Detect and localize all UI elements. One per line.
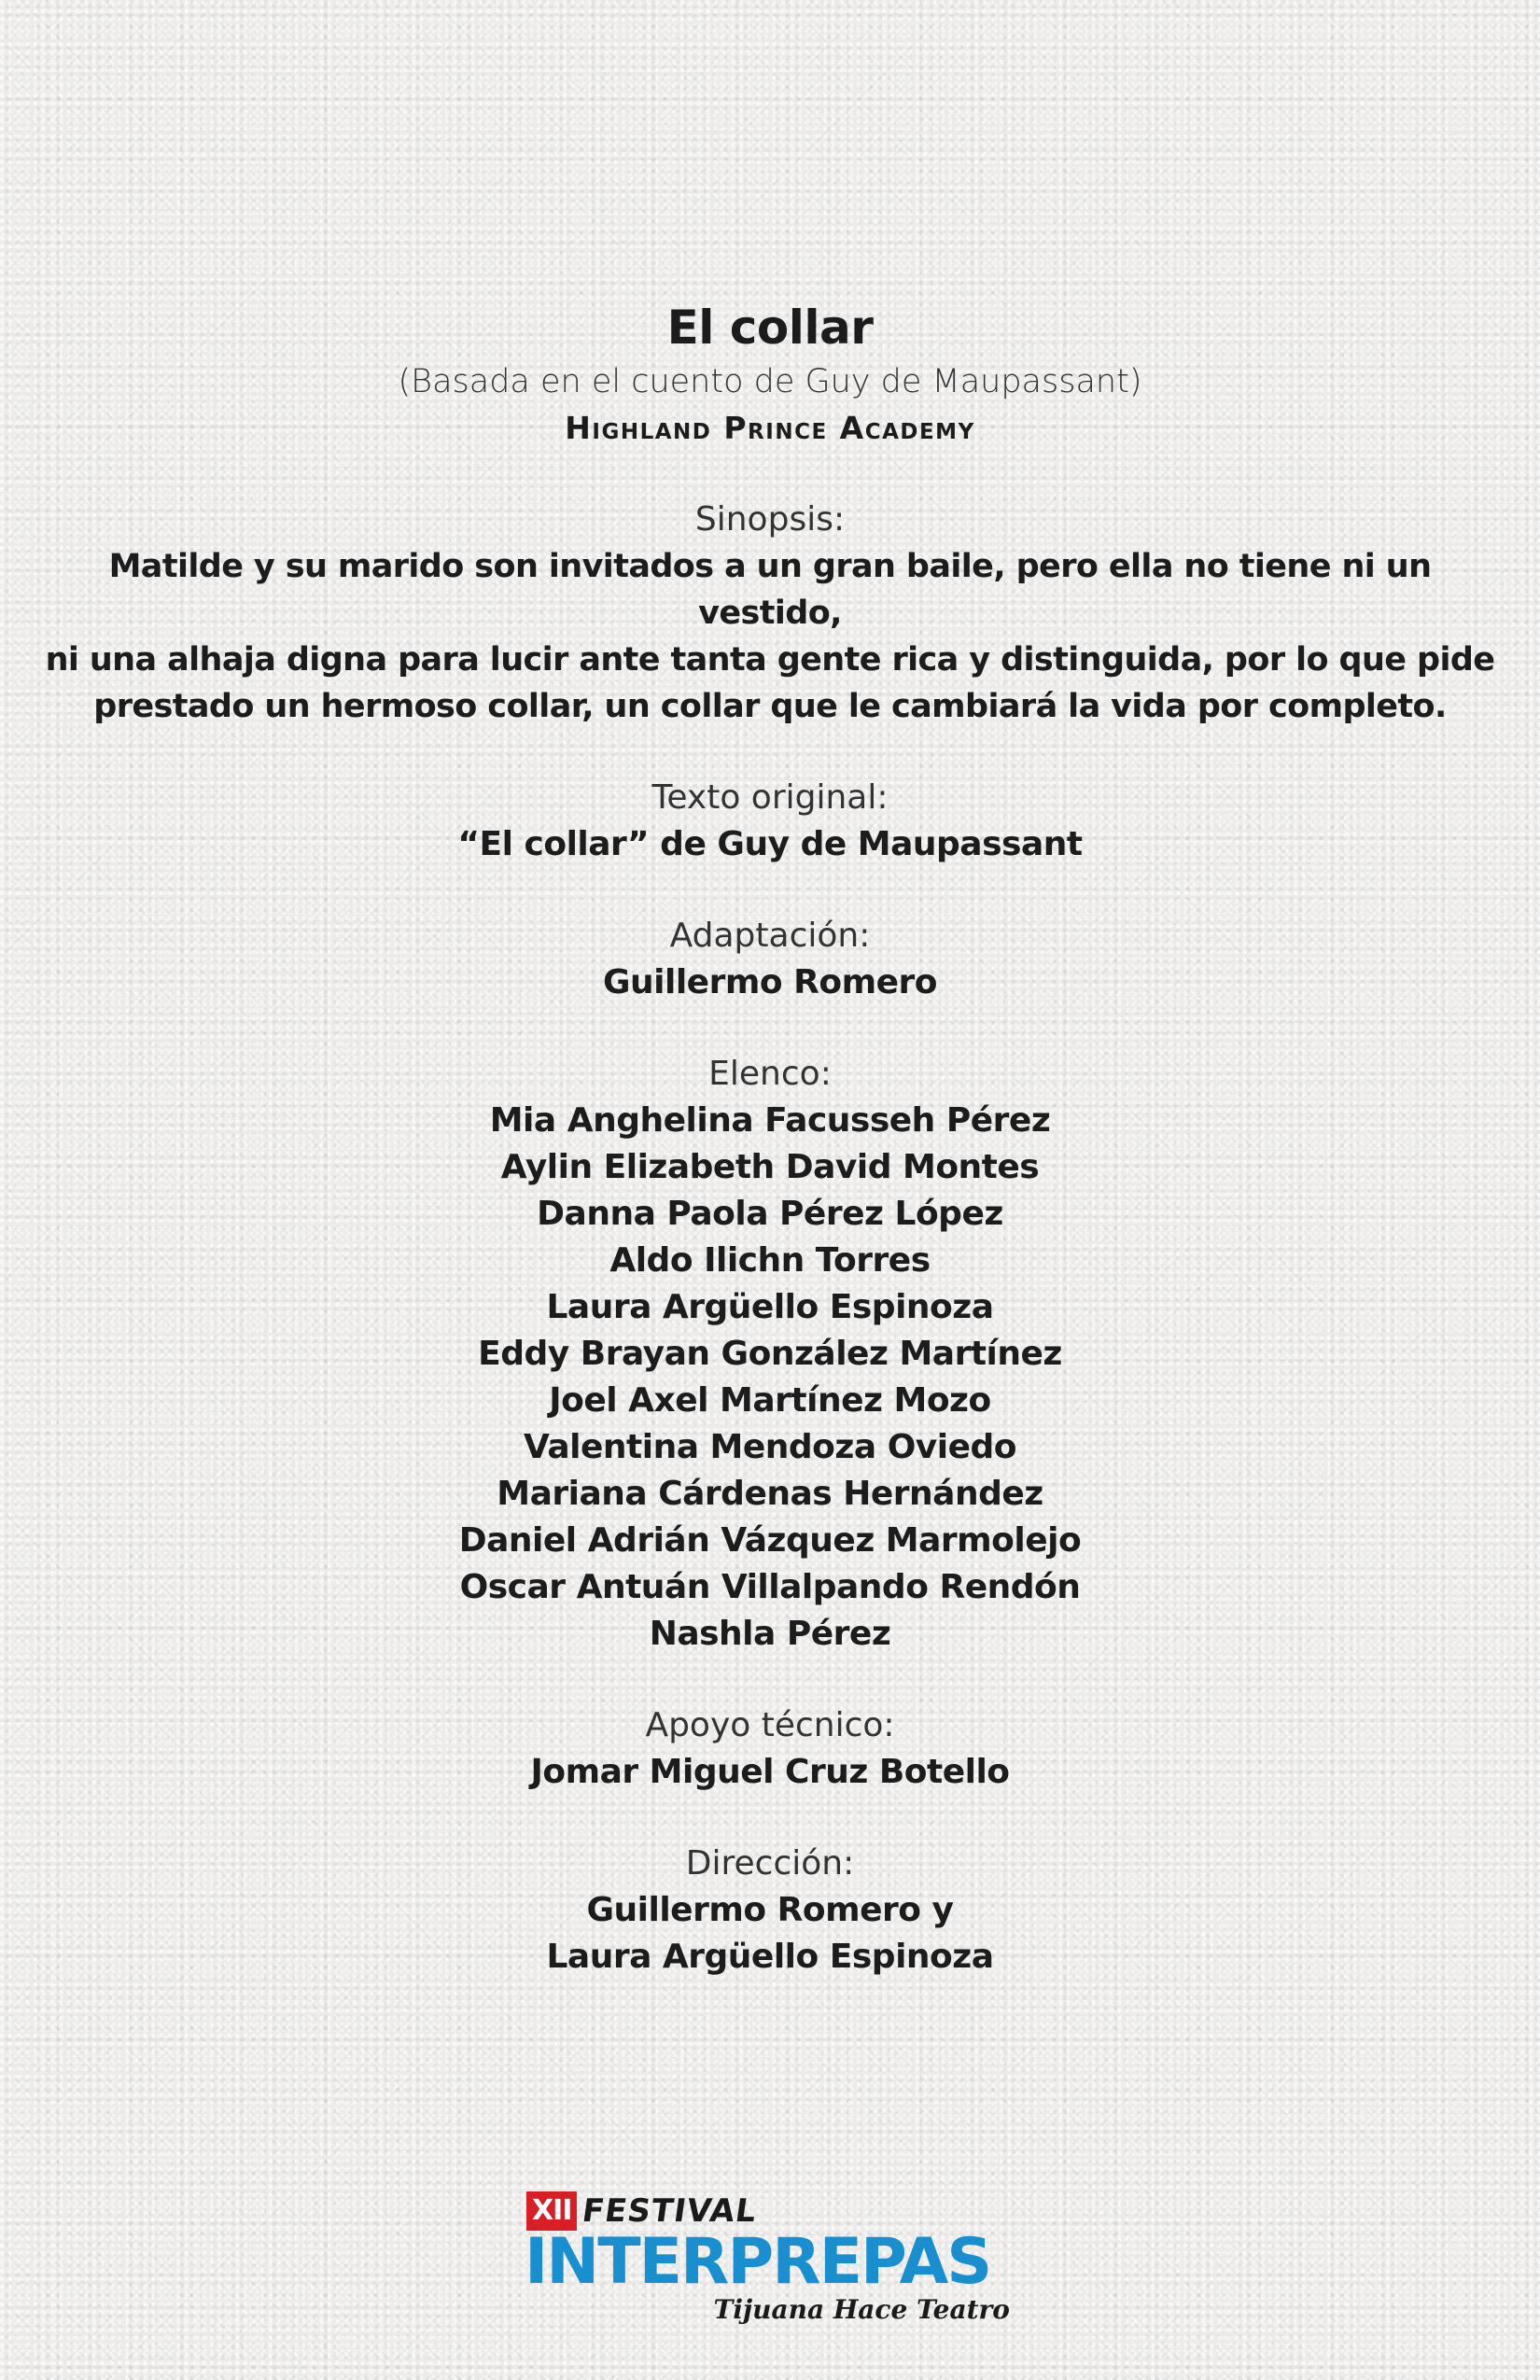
play-title: El collar: [666, 301, 874, 355]
technical-support-label: Apoyo técnico:: [645, 1706, 895, 1744]
adaptation-value: Guillermo Romero: [602, 963, 937, 1001]
direction-section: [0, 1841, 1540, 1981]
cast-member: Joel Axel Martínez Mozo: [549, 1381, 991, 1420]
school-name: Highland Prince Academy: [565, 410, 975, 446]
director-line: Guillermo Romero y: [586, 1891, 954, 1929]
director-line: Laura Argüello Espinoza: [546, 1938, 994, 1976]
synopsis-section: [0, 497, 1540, 730]
program-page: [0, 297, 1540, 1981]
original-text-label: Texto original:: [651, 778, 889, 817]
play-subtitle: (Basada en el cuento de Guy de Maupassant): [398, 363, 1142, 400]
festival-name: INTERPREPAS: [525, 2225, 991, 2299]
cast-member: Aldo Ilichn Torres: [609, 1241, 931, 1280]
cast-member: Mia Anghelina Facusseh Pérez: [489, 1101, 1051, 1140]
original-text-section: [0, 775, 1540, 868]
cast-member: Nashla Pérez: [649, 1615, 891, 1653]
festival-logo: [525, 2184, 1019, 2333]
cast-member: Eddy Brayan González Martínez: [478, 1335, 1062, 1373]
cast-member: Oscar Antuán Villalpando Rendón: [459, 1568, 1081, 1606]
cast-member: Mariana Cárdenas Hernández: [497, 1475, 1043, 1513]
adaptation-label: Adaptación:: [669, 917, 871, 955]
cast-list: [0, 1098, 1540, 1658]
original-text-value: “El collar” de Guy de Maupassant: [457, 825, 1083, 863]
edition-badge: XII: [526, 2191, 577, 2231]
cast-member: Aylin Elizabeth David Montes: [500, 1148, 1040, 1186]
direction-label: Dirección:: [685, 1844, 855, 1883]
cast-section: [0, 1051, 1540, 1658]
cast-member: Laura Argüello Espinoza: [546, 1288, 994, 1326]
technical-support-value: Jomar Miguel Cruz Botello: [530, 1753, 1010, 1791]
synopsis-line: prestado un hermoso collar, un collar que le cambiará la vida por completo.: [93, 688, 1447, 725]
cast-member: Valentina Mendoza Oviedo: [523, 1428, 1017, 1466]
technical-support-section: [0, 1702, 1540, 1796]
festival-word: FESTIVAL: [580, 2192, 761, 2230]
cast-label: Elenco:: [708, 1055, 832, 1093]
synopsis-line: ni una alhaja digna para lucir ante tanta gente rica y distinguida, por lo que pide: [45, 641, 1495, 679]
synopsis-line: Matilde y su marido son invitados a un gran baile, pero ella no tiene ni un vestido,: [108, 548, 1432, 632]
synopsis-text: [42, 543, 1498, 730]
festival-tagline: Tijuana Hace Teatro: [713, 2294, 1010, 2325]
cast-member: Danna Paola Pérez López: [537, 1195, 1003, 1233]
synopsis-label: Sinopsis:: [694, 500, 846, 539]
adaptation-section: [0, 913, 1540, 1006]
cast-member: Daniel Adrián Vázquez Marmolejo: [458, 1521, 1082, 1560]
